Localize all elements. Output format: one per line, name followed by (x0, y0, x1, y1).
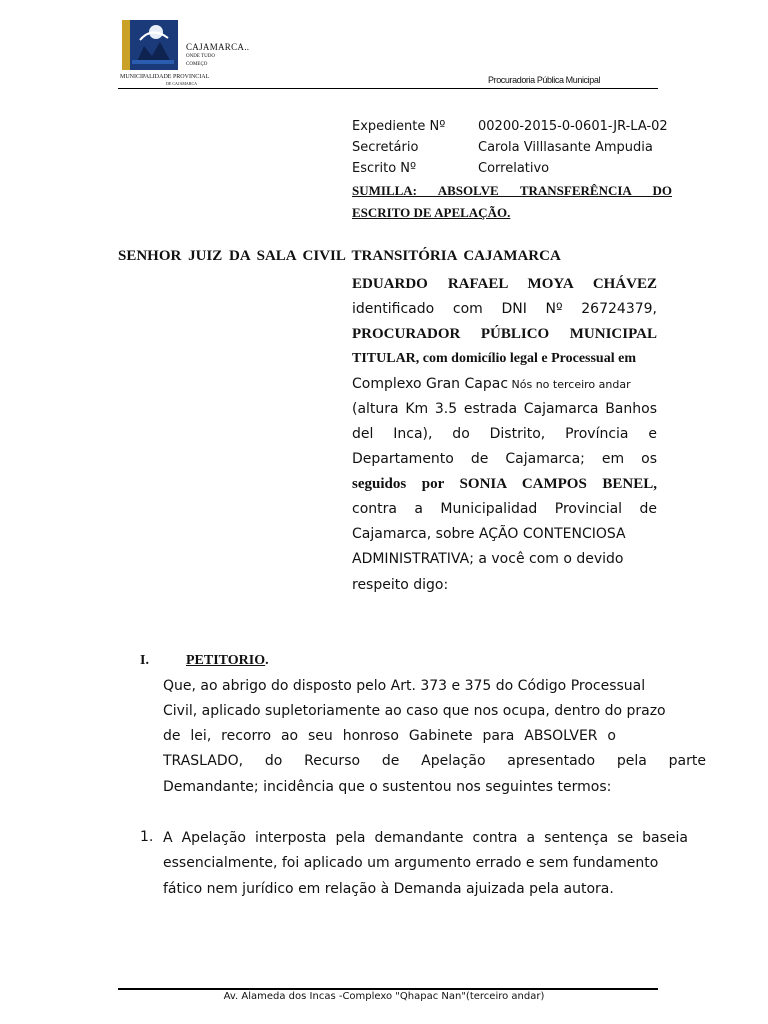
sumilla: SUMILLA: ABSOLVE TRANSFERÊNCIA DO ESCRITO DE APELAÇÃO. (352, 183, 672, 220)
petitorio-line: Que, ao abrigo do disposto pelo Art. 373 e 375 do Código Processual (163, 678, 646, 694)
intro-line: seguidos por SONIA CAMPOS BENEL, (352, 476, 657, 492)
intro-line: identificado com DNI Nº 26724379, (352, 301, 657, 317)
case-value-escrito: Correlativo (478, 161, 550, 176)
municipality-logo (120, 18, 280, 90)
petitorio-line: TRASLADO, do Recurso de Apelação apresentado pela parte (163, 753, 706, 769)
intro-line: contra a Municipalidad Provincial de (352, 501, 657, 517)
item-line: fático nem jurídico em relação à Demanda ajuizada pela autora. (163, 881, 614, 897)
salutation: SENHOR JUIZ DA SALA CIVIL TRANSITÓRIA CAJAMARCA (118, 248, 561, 264)
case-label-expediente: Expediente Nº (352, 119, 446, 134)
petitorio-line: de lei, recorro ao seu honroso Gabinete para ABSOLVER o (163, 728, 616, 744)
office-name: Procuradoria Pública Municipal (488, 75, 601, 85)
item-number: 1. (140, 829, 154, 845)
section-title (186, 653, 269, 669)
logo-tagline-2: COMEÇO (186, 62, 208, 67)
intro-line: (altura Km 3.5 estrada Cajamarca Banhos (352, 401, 657, 417)
intro-line: EDUARDO RAFAEL MOYA CHÁVEZ (352, 276, 657, 292)
case-value-expediente: 00200-2015-0-0601-JR-LA-02 (478, 119, 668, 134)
intro-line: PROCURADOR PÚBLICO MUNICIPAL (352, 326, 657, 342)
case-value-secretario: Carola Villlasante Ampudia (478, 140, 653, 155)
section-title-text: PETITORIO (186, 653, 266, 668)
item-line: essencialmente, foi aplicado um argumento errado e sem fundamento (163, 855, 659, 871)
case-label-escrito: Escrito Nº (352, 161, 417, 176)
intro-line: Departamento de Cajamarca; em os (352, 451, 657, 467)
footer-address: Av. Alameda dos Incas -Complexo "Qhapac Nan"(terceiro andar) (223, 991, 545, 1002)
item-line: A Apelação interposta pela demandante contra a sentença se baseia (163, 830, 688, 846)
intro-line: del Inca), do Distrito, Província e (352, 426, 657, 442)
petitorio-line: Civil, aplicado supletoriamente ao caso que nos ocupa, dentro do prazo (163, 703, 666, 719)
cajamarca-emblem-icon (122, 20, 178, 70)
logo-municipality-sub: DE CAJAMARCA (166, 81, 198, 86)
logo-name: CAJAMARCA.. (186, 42, 250, 52)
intro-line: TITULAR, com domicílio legal e Processual em (352, 351, 636, 366)
petitorio-line: Demandante; incidência que o sustentou nos seguintes termos: (163, 779, 612, 795)
intro-line: respeito digo: (352, 577, 449, 593)
section-title-suffix: . (265, 653, 269, 668)
intro-line (352, 375, 657, 394)
intro-text: Complexo Gran Capac (352, 376, 509, 392)
footer-divider (118, 988, 658, 990)
intro-line: Cajamarca, sobre AÇÃO CONTENCIOSA (352, 526, 626, 542)
header-divider (118, 88, 658, 89)
section-number: I. (140, 653, 149, 668)
logo-municipality: MUNICIPALIDADE PROVINCIAL (120, 74, 210, 80)
logo-tagline-1: ONDE TUDO (186, 54, 215, 59)
case-label-secretario: Secretário (352, 140, 419, 155)
intro-line: ADMINISTRATIVA; a você com o devido (352, 551, 624, 567)
intro-text-small: Nós no terceiro andar (508, 378, 631, 391)
